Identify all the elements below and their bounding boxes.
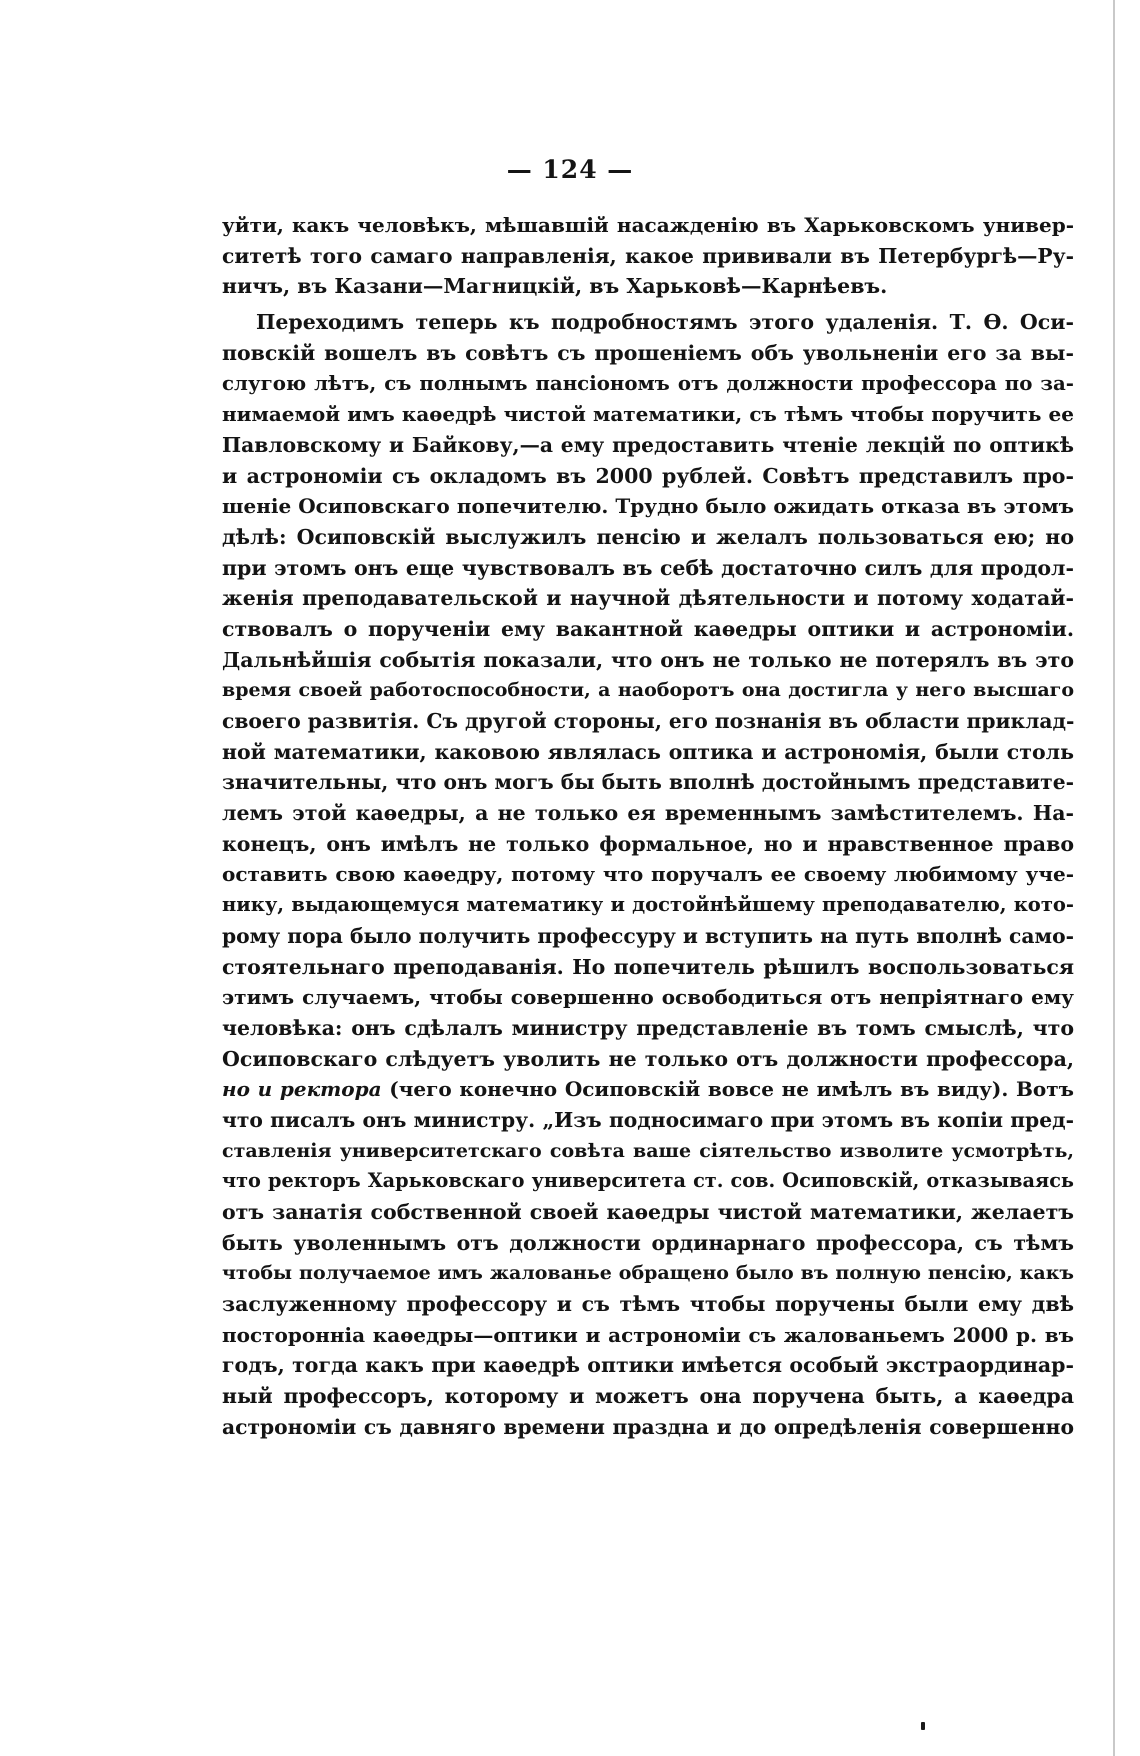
text-line: дѣлѣ: Осиповскій выслужилъ пенсію и желалъ пользоваться ею; но (222, 524, 1074, 549)
text-line: стоятельнаго преподаванія. Но попечитель рѣшилъ воспользоваться (222, 954, 1074, 979)
text-line: астрономіи съ давняго времени праздна и до опредѣленія совершенно (222, 1414, 1074, 1439)
text-line: лемъ этой каѳедры, а не только ея временнымъ замѣстителемъ. На- (222, 801, 1074, 826)
text-line: посторонніа каѳедры—оптики и астрономіи съ жалованьемъ 2000 р. въ (222, 1322, 1074, 1347)
text-line: и астрономіи съ окладомъ въ 2000 рублей. Совѣтъ представилъ про- (222, 463, 1074, 488)
text-line: годъ, тогда какъ при каѳедрѣ оптики имѣется особый экстраординар- (222, 1353, 1074, 1378)
text-line: ситетѣ того самаго направленія, какое прививали въ Петербургѣ—Ру- (222, 243, 1074, 268)
text-line: значительны, что онъ могъ бы быть вполнѣ достойнымъ представите- (222, 770, 1074, 795)
text-line: что писалъ онъ министру. „Изъ подносимаго при этомъ въ копіи пред- (222, 1107, 1074, 1132)
text-line: Павловскому и Байкову,—а ему предоставить чтеніе лекцій по оптикѣ (222, 432, 1074, 457)
page-edge-line (1113, 0, 1115, 1756)
print-speck (921, 1722, 925, 1730)
text-line: шеніе Осиповскаго попечителю. Трудно было ожидать отказа въ этомъ (222, 494, 1074, 519)
text-line-rest: (чего конечно Осиповскій вовсе не имѣлъ въ виду). Вотъ (389, 1077, 1074, 1102)
text-line: быть уволеннымъ отъ должности ординарнаго профессора, съ тѣмъ (222, 1230, 1074, 1255)
text-line: заслуженному профессору и съ тѣмъ чтобы поручены были ему двѣ (222, 1292, 1074, 1317)
text-line: при этомъ онъ еще чувствовалъ въ себѣ достаточно силъ для продол- (222, 555, 1074, 580)
text-line: ствовалъ о порученіи ему вакантной каѳедры оптики и астрономіи. (222, 616, 1074, 641)
text-line: уйти, какъ человѣкъ, мѣшавшій насажденію въ Харьковскомъ универ- (222, 213, 1074, 237)
text-line: ный профессоръ, которому и можетъ она поручена быть, а каѳедра (222, 1384, 1074, 1409)
text-line: чтобы получаемое имъ жалованье обращено было въ полную пенсію, какъ (222, 1262, 1074, 1285)
text-line-with-italic (222, 1074, 1074, 1105)
text-line: рому пора было получить профессуру и вступить на путь вполнѣ само- (222, 923, 1074, 948)
text-line: ставленія университетскаго совѣта ваше сіятельство изволите усмотрѣть, (222, 1139, 1074, 1162)
text-line: человѣка: онъ сдѣлалъ министру представленіе въ томъ смыслѣ, что (222, 1015, 1074, 1040)
italic-phrase: но и ректора (222, 1077, 382, 1102)
text-line: время своей работоспособности, а наоборотъ она достигла у него высшаго (222, 679, 1074, 702)
text-line: нику, выдающемуся математику и достойнѣйшему преподавателю, кото- (222, 893, 1074, 917)
body-text (222, 210, 1074, 1443)
text-line: женія преподавательской и научной дѣятельности и потому ходатай- (222, 586, 1074, 611)
text-line: Переходимъ теперь къ подробностямъ этого удаленія. Т. Ѳ. Оси- (256, 310, 1074, 335)
text-line: отъ занатія собственной своей каѳедры чистой математики, желаетъ (222, 1200, 1074, 1224)
text-line: оставить свою каѳедру, потому что поручалъ ее своему любимому уче- (222, 862, 1074, 887)
text-line: конецъ, онъ имѣлъ не только формальное, но и нравственное право (222, 831, 1074, 856)
text-line: этимъ случаемъ, чтобы совершенно освободиться отъ непріятнаго ему (222, 985, 1074, 1010)
text-line: ничъ, въ Казани—Магницкій, въ Харьковѣ—Карнѣевъ. (222, 274, 888, 299)
text-line: повскій вошелъ въ совѣтъ съ прошеніемъ объ увольненіи его за вы- (222, 340, 1074, 365)
text-line: что ректоръ Харьковскаго университета ст. сов. Осиповскій, отказываясь (222, 1169, 1074, 1193)
text-line: Дальнѣйшія событія показали, что онъ не только не потерялъ въ это (222, 647, 1074, 672)
text-line: своего развитія. Съ другой стороны, его познанія въ области приклад- (222, 709, 1074, 733)
text-line: слугою лѣтъ, съ полнымъ пансіономъ отъ должности профессора по за- (222, 371, 1074, 396)
text-line: нимаемой имъ каѳедрѣ чистой математики, съ тѣмъ чтобы поручить ее (222, 402, 1074, 427)
page-number: — 124 — (506, 155, 634, 184)
text-line: ной математики, каковою являлась оптика и астрономія, были столь (222, 739, 1074, 764)
text-line: Осиповскаго слѣдуетъ уволить не только отъ должности профессора, (222, 1046, 1074, 1071)
